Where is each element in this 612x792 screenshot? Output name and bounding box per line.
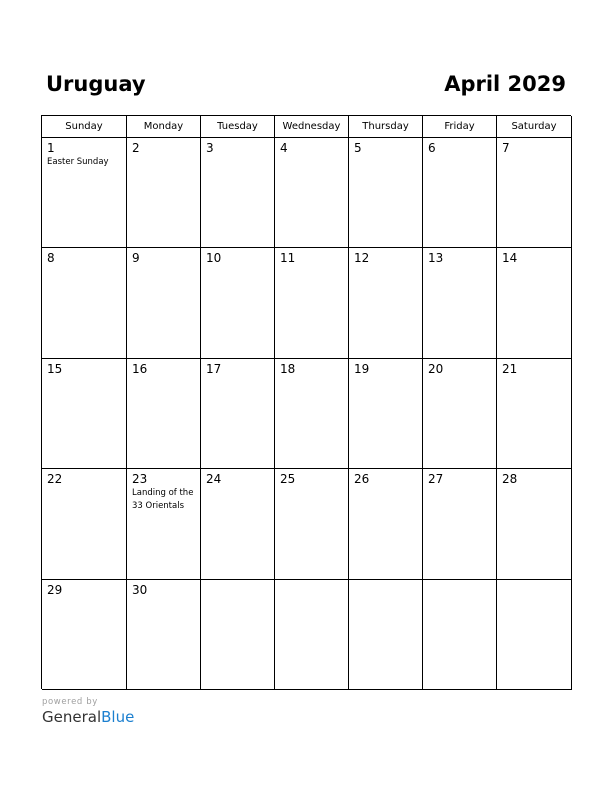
day-cell <box>275 469 349 579</box>
day-cell-empty <box>349 580 423 690</box>
day-cell <box>127 469 201 579</box>
day-number: 8 <box>47 251 55 266</box>
day-cell <box>201 138 275 248</box>
holiday-label: Easter Sunday <box>47 157 109 167</box>
day-number: 14 <box>502 251 518 266</box>
day-cell <box>201 469 275 579</box>
day-cell <box>423 469 497 579</box>
day-number: 2 <box>132 141 140 155</box>
day-number: 19 <box>354 361 370 376</box>
day-number: 26 <box>354 472 370 487</box>
day-cell <box>275 359 349 469</box>
calendar-grid <box>41 115 571 689</box>
day-cell <box>127 359 201 469</box>
weekday-header-sunday: Sunday <box>42 116 127 138</box>
day-number: 24 <box>206 472 222 487</box>
day-cell <box>201 248 275 358</box>
logo-text-blue: Blue <box>101 708 135 726</box>
day-number: 28 <box>502 472 518 487</box>
day-cell <box>127 138 201 248</box>
day-number: 16 <box>132 361 148 376</box>
day-cell <box>42 469 127 579</box>
day-cell-empty <box>275 580 349 690</box>
day-number: 18 <box>280 361 296 376</box>
day-cell <box>423 138 497 248</box>
day-cell <box>497 248 572 358</box>
generalblue-logo[interactable] <box>42 708 134 727</box>
day-number: 1 <box>47 141 55 155</box>
day-number: 10 <box>206 251 222 266</box>
day-cell <box>423 248 497 358</box>
weekday-header-saturday: Saturday <box>497 116 572 138</box>
day-number: 29 <box>47 582 63 597</box>
day-cell-empty <box>201 580 275 690</box>
day-number: 22 <box>47 472 63 487</box>
day-cell <box>497 469 572 579</box>
day-number: 7 <box>502 141 510 155</box>
day-number: 3 <box>206 141 214 155</box>
weekday-header-tuesday: Tuesday <box>201 116 275 138</box>
holiday-label: Landing of the 33 Orientals <box>132 488 194 512</box>
day-number: 20 <box>428 361 444 376</box>
weekday-header-monday: Monday <box>127 116 201 138</box>
day-number: 23 <box>132 472 148 487</box>
day-cell <box>349 138 423 248</box>
footer-branding <box>42 696 134 727</box>
day-cell <box>201 359 275 469</box>
day-cell <box>497 359 572 469</box>
weekday-header-friday: Friday <box>423 116 497 138</box>
day-number: 12 <box>354 251 370 266</box>
day-cell <box>42 580 127 690</box>
day-cell <box>349 469 423 579</box>
day-number: 11 <box>280 251 296 266</box>
day-cell <box>42 359 127 469</box>
weekday-header-thursday: Thursday <box>349 116 423 138</box>
day-cell <box>127 580 201 690</box>
day-number: 27 <box>428 472 444 487</box>
day-number: 21 <box>502 361 518 376</box>
day-number: 9 <box>132 251 140 266</box>
logo-text-general: General <box>42 708 102 726</box>
day-number: 15 <box>47 361 63 376</box>
day-number: 13 <box>428 251 444 266</box>
day-number: 6 <box>428 141 436 155</box>
day-number: 17 <box>206 361 222 376</box>
day-cell <box>42 138 127 248</box>
day-cell <box>275 138 349 248</box>
weekday-header-wednesday: Wednesday <box>275 116 349 138</box>
day-cell <box>497 138 572 248</box>
day-cell-empty <box>423 580 497 690</box>
day-cell <box>349 248 423 358</box>
day-number: 4 <box>280 141 288 155</box>
powered-by-text: powered by <box>42 697 98 707</box>
day-cell <box>349 359 423 469</box>
calendar-country-title: Uruguay <box>46 72 146 96</box>
day-number: 30 <box>132 582 148 597</box>
day-number: 25 <box>280 472 296 487</box>
day-cell <box>127 248 201 358</box>
day-cell-empty <box>497 580 572 690</box>
day-cell <box>275 248 349 358</box>
day-number: 5 <box>354 141 362 155</box>
calendar-month-title: April 2029 <box>444 72 566 96</box>
day-cell <box>423 359 497 469</box>
day-cell <box>42 248 127 358</box>
